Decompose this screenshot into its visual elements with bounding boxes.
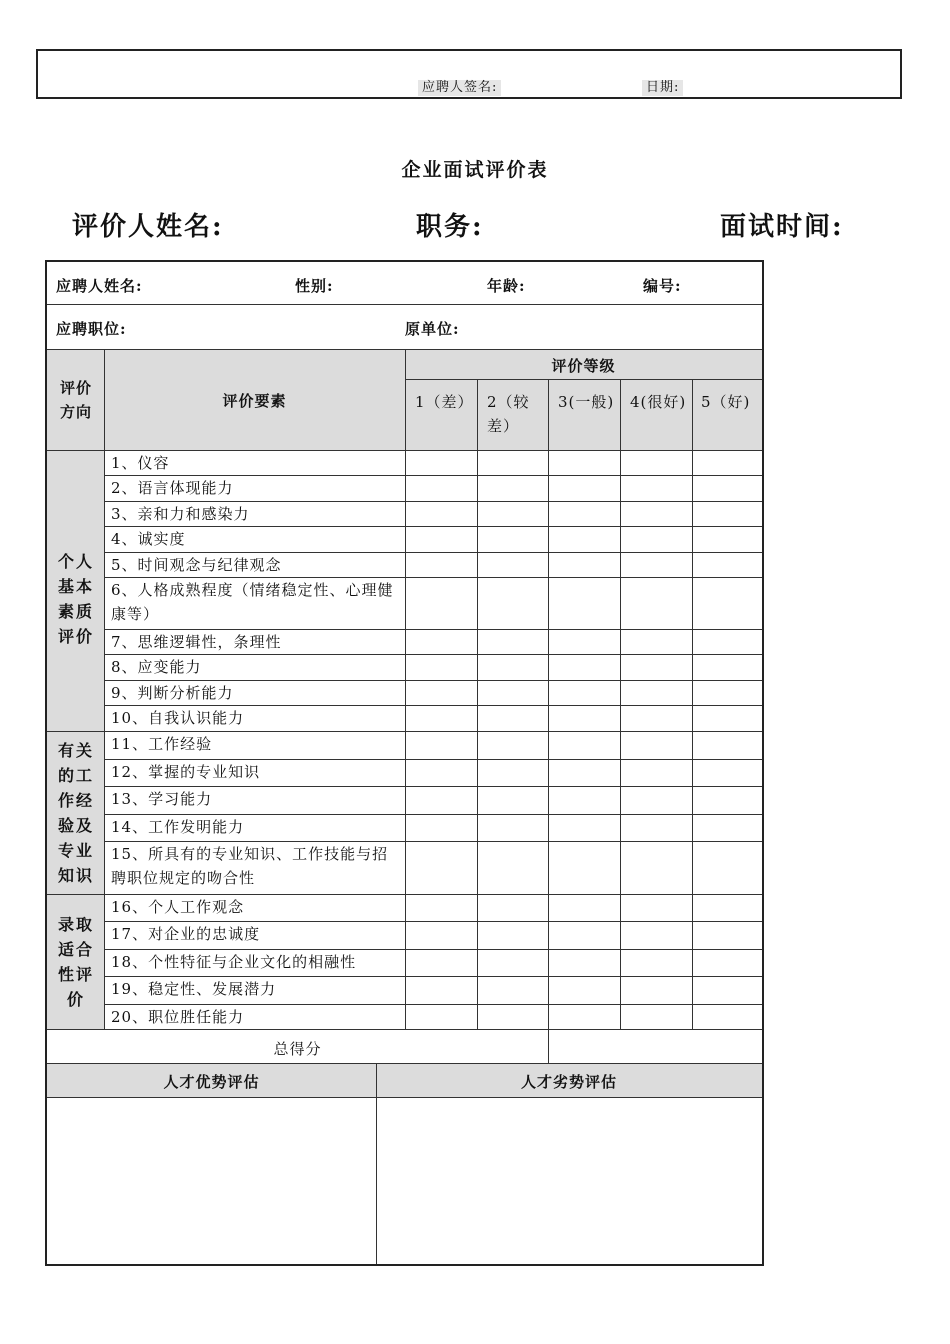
evaluation-form xyxy=(45,260,764,1266)
number-label: 编号: xyxy=(643,277,682,295)
grade-cell-item-6-score-2[interactable] xyxy=(478,578,548,629)
grade-cell-item-10-score-4[interactable] xyxy=(621,706,692,731)
group-hiring-fit: 录取适合性评价 xyxy=(57,915,94,1009)
grade-cell-item-9-score-4[interactable] xyxy=(621,681,692,705)
grade-cell-item-3-score-1[interactable] xyxy=(406,502,477,526)
grade-cell-item-15-score-5[interactable] xyxy=(693,842,762,894)
grade-cell-item-6-score-4[interactable] xyxy=(621,578,692,629)
grade-cell-item-16-score-3[interactable] xyxy=(549,895,620,921)
grade-cell-item-4-score-2[interactable] xyxy=(478,527,548,552)
applicant-signature-box xyxy=(36,49,902,99)
grade-3-header: 3(一般) xyxy=(558,393,615,411)
grade-4-header: 4(很好) xyxy=(630,393,687,411)
evaluation-item-17: 17、对企业的忠诚度 xyxy=(111,925,261,943)
evaluation-item-3: 3、亲和力和感染力 xyxy=(111,505,250,523)
grade-cell-item-9-score-5[interactable] xyxy=(693,681,762,705)
grade-cell-item-5-score-2[interactable] xyxy=(478,553,548,577)
grade-cell-item-5-score-4[interactable] xyxy=(621,553,692,577)
grade-cell-item-19-score-4[interactable] xyxy=(621,977,692,1004)
grade-cell-item-1-score-1[interactable] xyxy=(406,451,477,475)
grade-cell-item-12-score-2[interactable] xyxy=(478,760,548,786)
grade-cell-item-13-score-4[interactable] xyxy=(621,787,692,814)
grade-cell-item-17-score-1[interactable] xyxy=(406,922,477,949)
grade-cell-item-12-score-3[interactable] xyxy=(549,760,620,786)
grade-cell-item-12-score-1[interactable] xyxy=(406,760,477,786)
grade-cell-item-19-score-3[interactable] xyxy=(549,977,620,1004)
evaluation-item-6: 6、人格成熟程度（情绪稳定性、心理健康等） xyxy=(111,581,394,623)
grade-cell-item-7-score-4[interactable] xyxy=(621,630,692,654)
grade-cell-item-10-score-2[interactable] xyxy=(478,706,548,731)
group-work-experience: 有关的工作经验及专业知识 xyxy=(57,741,94,885)
grade-cell-item-20-score-2[interactable] xyxy=(478,1005,548,1029)
grade-cell-item-7-score-1[interactable] xyxy=(406,630,477,654)
grade-cell-item-7-score-2[interactable] xyxy=(478,630,548,654)
grade-cell-item-5-score-1[interactable] xyxy=(406,553,477,577)
total-score-label: 总得分 xyxy=(273,1040,322,1058)
grade-cell-item-12-score-5[interactable] xyxy=(693,760,762,786)
grade-cell-item-13-score-3[interactable] xyxy=(549,787,620,814)
grade-cell-item-2-score-5[interactable] xyxy=(693,476,762,501)
grade-cell-item-8-score-3[interactable] xyxy=(549,655,620,680)
grade-cell-item-17-score-2[interactable] xyxy=(478,922,548,949)
evaluation-factor-header: 评价要素 xyxy=(222,392,287,410)
grade-cell-item-4-score-4[interactable] xyxy=(621,527,692,552)
evaluation-item-11: 11、工作经验 xyxy=(111,735,213,753)
grade-cell-item-1-score-2[interactable] xyxy=(478,451,548,475)
evaluation-item-20: 20、职位胜任能力 xyxy=(111,1008,245,1026)
evaluation-item-12: 12、掌握的专业知识 xyxy=(111,763,261,781)
grade-cell-item-13-score-2[interactable] xyxy=(478,787,548,814)
evaluation-item-13: 13、学习能力 xyxy=(111,790,213,808)
grade-cell-item-15-score-3[interactable] xyxy=(549,842,620,894)
grade-cell-item-4-score-5[interactable] xyxy=(693,527,762,552)
grade-cell-item-16-score-2[interactable] xyxy=(478,895,548,921)
grade-cell-item-19-score-1[interactable] xyxy=(406,977,477,1004)
evaluation-item-1: 1、仪容 xyxy=(111,454,170,472)
grade-cell-item-3-score-5[interactable] xyxy=(693,502,762,526)
grade-cell-item-3-score-4[interactable] xyxy=(621,502,692,526)
grade-cell-item-14-score-5[interactable] xyxy=(693,815,762,841)
grade-cell-item-5-score-5[interactable] xyxy=(693,553,762,577)
grade-cell-item-7-score-5[interactable] xyxy=(693,630,762,654)
evaluation-item-19: 19、稳定性、发展潜力 xyxy=(111,980,277,998)
evaluation-item-16: 16、个人工作观念 xyxy=(111,898,245,916)
grade-cell-item-9-score-1[interactable] xyxy=(406,681,477,705)
grade-cell-item-11-score-2[interactable] xyxy=(478,732,548,759)
grade-cell-item-6-score-5[interactable] xyxy=(693,578,762,629)
grade-2-header: 2（较差） xyxy=(487,393,530,435)
evaluation-item-15: 15、所具有的专业知识、工作技能与招聘职位规定的吻合性 xyxy=(111,845,389,887)
grade-cell-item-2-score-1[interactable] xyxy=(406,476,477,501)
evaluation-item-18: 18、个性特征与企业文化的相融性 xyxy=(111,953,357,971)
grade-cell-item-1-score-3[interactable] xyxy=(549,451,620,475)
grade-cell-item-17-score-4[interactable] xyxy=(621,922,692,949)
talent-weaknesses-header: 人才劣势评估 xyxy=(520,1073,617,1091)
grade-cell-item-15-score-2[interactable] xyxy=(478,842,548,894)
grade-cell-item-19-score-2[interactable] xyxy=(478,977,548,1004)
previous-unit-label: 原单位: xyxy=(405,320,460,338)
grade-cell-item-8-score-4[interactable] xyxy=(621,655,692,680)
grade-cell-item-18-score-2[interactable] xyxy=(478,950,548,976)
grade-cell-item-15-score-1[interactable] xyxy=(406,842,477,894)
grade-cell-item-8-score-1[interactable] xyxy=(406,655,477,680)
grade-cell-item-17-score-5[interactable] xyxy=(693,922,762,949)
evaluation-grade-header: 评价等级 xyxy=(551,357,616,375)
grade-cell-item-2-score-3[interactable] xyxy=(549,476,620,501)
grade-cell-item-1-score-5[interactable] xyxy=(693,451,762,475)
grade-cell-item-16-score-4[interactable] xyxy=(621,895,692,921)
signature-date-label: 日期: xyxy=(642,80,683,96)
evaluator-name-label: 评价人姓名: xyxy=(72,212,224,242)
grade-cell-item-18-score-1[interactable] xyxy=(406,950,477,976)
group-personal-quality: 个人基本素质评价 xyxy=(57,552,94,646)
evaluator-position-label: 职务: xyxy=(416,212,484,242)
grade-cell-item-6-score-1[interactable] xyxy=(406,578,477,629)
grade-cell-item-4-score-3[interactable] xyxy=(549,527,620,552)
grade-cell-item-9-score-3[interactable] xyxy=(549,681,620,705)
grade-cell-item-17-score-3[interactable] xyxy=(549,922,620,949)
grade-cell-item-3-score-2[interactable] xyxy=(478,502,548,526)
document-title: 企业面试评价表 xyxy=(401,159,549,181)
grade-cell-item-8-score-2[interactable] xyxy=(478,655,548,680)
grade-cell-item-10-score-5[interactable] xyxy=(693,706,762,731)
evaluation-item-8: 8、应变能力 xyxy=(111,658,202,676)
talent-strengths-header: 人才优势评估 xyxy=(163,1073,260,1091)
grade-cell-item-20-score-3[interactable] xyxy=(549,1005,620,1029)
grade-cell-item-9-score-2[interactable] xyxy=(478,681,548,705)
grade-cell-item-4-score-1[interactable] xyxy=(406,527,477,552)
grade-cell-item-16-score-5[interactable] xyxy=(693,895,762,921)
grade-cell-item-11-score-3[interactable] xyxy=(549,732,620,759)
grade-cell-item-2-score-2[interactable] xyxy=(478,476,548,501)
grade-cell-item-7-score-3[interactable] xyxy=(549,630,620,654)
grade-cell-item-2-score-4[interactable] xyxy=(621,476,692,501)
evaluation-item-5: 5、时间观念与纪律观念 xyxy=(111,556,282,574)
gender-label: 性别: xyxy=(295,277,334,295)
grade-cell-item-8-score-5[interactable] xyxy=(693,655,762,680)
grade-cell-item-18-score-5[interactable] xyxy=(693,950,762,976)
grade-cell-item-20-score-5[interactable] xyxy=(693,1005,762,1029)
grade-cell-item-3-score-3[interactable] xyxy=(549,502,620,526)
evaluation-item-4: 4、诚实度 xyxy=(111,530,186,548)
grade-cell-item-14-score-4[interactable] xyxy=(621,815,692,841)
grade-cell-item-5-score-3[interactable] xyxy=(549,553,620,577)
grade-cell-item-18-score-4[interactable] xyxy=(621,950,692,976)
grade-cell-item-20-score-4[interactable] xyxy=(621,1005,692,1029)
grade-cell-item-14-score-3[interactable] xyxy=(549,815,620,841)
applied-position-label: 应聘职位: xyxy=(56,320,127,338)
grade-cell-item-20-score-1[interactable] xyxy=(406,1005,477,1029)
applicant-name-label: 应聘人姓名: xyxy=(56,277,143,295)
grade-cell-item-16-score-1[interactable] xyxy=(406,895,477,921)
grade-cell-item-14-score-2[interactable] xyxy=(478,815,548,841)
evaluation-item-2: 2、语言体现能力 xyxy=(111,479,234,497)
grade-cell-item-19-score-5[interactable] xyxy=(693,977,762,1004)
grade-cell-item-11-score-5[interactable] xyxy=(693,732,762,759)
evaluation-direction-header: 评价方向 xyxy=(59,379,92,421)
evaluation-item-9: 9、判断分析能力 xyxy=(111,684,234,702)
grade-1-header: 1（差） xyxy=(415,393,474,411)
age-label: 年龄: xyxy=(487,277,526,295)
grade-cell-item-1-score-4[interactable] xyxy=(621,451,692,475)
grade-cell-item-13-score-1[interactable] xyxy=(406,787,477,814)
grade-5-header: 5（好) xyxy=(701,393,751,411)
grade-cell-item-11-score-1[interactable] xyxy=(406,732,477,759)
grade-cell-item-15-score-4[interactable] xyxy=(621,842,692,894)
evaluation-item-14: 14、工作发明能力 xyxy=(111,818,245,836)
grade-cell-item-13-score-5[interactable] xyxy=(693,787,762,814)
grade-cell-item-14-score-1[interactable] xyxy=(406,815,477,841)
evaluation-item-10: 10、自我认识能力 xyxy=(111,709,245,727)
grade-cell-item-10-score-3[interactable] xyxy=(549,706,620,731)
grade-cell-item-11-score-4[interactable] xyxy=(621,732,692,759)
evaluation-item-7: 7、思维逻辑性，条理性 xyxy=(111,633,282,651)
applicant-signature-label: 应聘人签名: xyxy=(418,80,501,96)
grade-cell-item-10-score-1[interactable] xyxy=(406,706,477,731)
talent-weaknesses-area[interactable] xyxy=(377,1098,762,1264)
grade-cell-item-12-score-4[interactable] xyxy=(621,760,692,786)
grade-cell-item-18-score-3[interactable] xyxy=(549,950,620,976)
talent-strengths-area[interactable] xyxy=(47,1098,376,1264)
grade-cell-item-6-score-3[interactable] xyxy=(549,578,620,629)
interview-time-label: 面试时间: xyxy=(720,212,844,242)
